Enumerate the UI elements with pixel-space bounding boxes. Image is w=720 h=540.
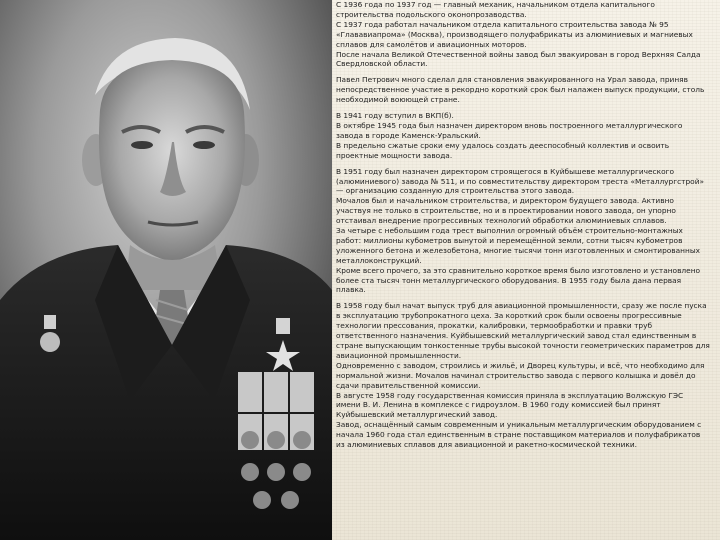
bio-paragraph: С 1937 года работал начальником отдела капитального строительства завода № 95 «Глававиапрома» (Москва), производящего полуфабрикаты из алюминиевых и магниевых сплавов для самолётов и авиационных моторов. [336,19,693,49]
bio-paragraph: В 1958 году был начат выпуск труб для авиационной промышленности, сразу же после пуска в эксплуатацию трубопрокатного цеха. За короткий срок были освоены прогрессивные технологии прессования, прокатки, калибровки, термообработки и правки труб ответственного назначения. Куйбышевский металлургический завод стал единственным в стране выпускающим тонкостенные трубы высокой точности геометрических параметров для авиационной промышленности. [336,301,710,360]
bio-paragraph: В 1951 году был назначен директором строящегося в Куйбышеве металлургического (алюминиевого) завода № 511, и по совместительству директором треста «Металлургстрой» — организацию созданную для строительства этого завода. [336,166,705,196]
bio-paragraph: В августе 1958 году государственная комиссия приняла в эксплуатацию Волжскую ГЭС имени В. И. Ленина в комплексе с гидроузлом. В 1960 году комиссией был принят Куйбышевский металлургический завод. [336,390,684,420]
portrait-photo [0,0,332,540]
bio-paragraph: В октябре 1945 года был назначен директором вновь построенного металлургического завода в городе Каменск-Уральский. [336,120,683,140]
bio-paragraph: Завод, оснащённый самым современным и уникальным металлургическим оборудованием с начала 1960 года стал единственным в стране поставщиком материалов и полуфабрикатов из алюминиевых сплавов для авиационной и ракетно-космической техники. [336,420,702,450]
bio-paragraph: В предельно сжатые сроки ему удалось создать дееспособный коллектив и освоить проектные мощности завода. [336,140,670,160]
bio-paragraph: За четыре с небольшим года трест выполнил огромный объём строительно-монтажных работ: миллионы кубометров вынутой и перемещённой земли, сотни тысяч кубометров уложенного бетона и железобетона, многие тысячи тонн изготовленных и смонтированных металлоконструкций. [336,226,701,265]
biography-text-panel [332,0,720,540]
bio-paragraph: С 1936 года по 1937 год — главный механик, начальником отдела капитального строительства подольского оконопрозаводства. [336,0,655,19]
bio-paragraph: Кроме всего прочего, за это сравнительно короткое время было изготовлено и установлено более ста тысяч тонн металлургического оборудования. В 1955 году была дана первая плавка. [336,265,701,295]
bio-paragraph: Мочалов был и начальником строительства, и директором будущего завода. Активно участвуя не только в строительстве, но и в проектировании нового завода, он упорно отстаивал внедрение прогрессивных технологий обработки алюминиевых сплавов. [336,196,676,226]
bio-paragraph: Павел Петрович много сделал для становления эвакуированного на Урал завода, приняв непосредственное участие в рекордно короткий срок был налажен выпуск продукции, столь необходимой воюющей стране. [336,75,705,105]
bio-paragraph: Одновременно с заводом, строились и жильё, и Дворец культуры, и всё, что необходимо для нормальной жизни. Мочалов начинал строительство завода с первого колышка и довёл до сдачи правительственной комиссии. [336,360,705,390]
bio-paragraph: После начала Великой Отечественной войны завод был эвакуирован в город Верхняя Салда Свердловской области. [336,49,701,69]
bio-paragraph: В 1941 году вступил в ВКП(б). [336,111,454,121]
